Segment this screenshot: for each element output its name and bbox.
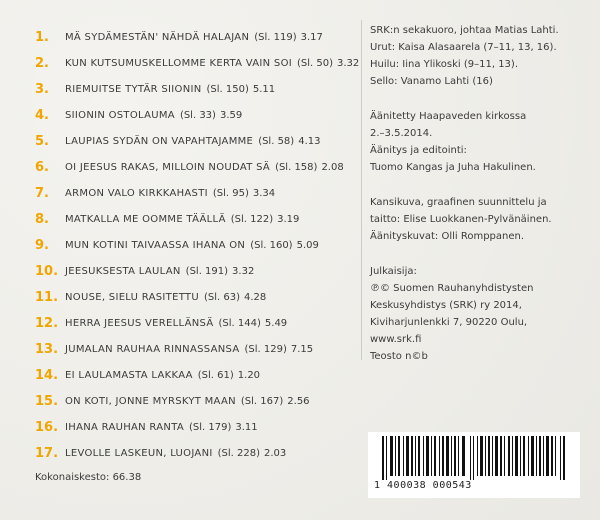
track-row	[35, 50, 365, 76]
track-songbook-ref: (Sl. 150)	[206, 83, 249, 95]
credit-line: Äänitetty Haapaveden kirkossa	[370, 111, 527, 122]
tracklist	[35, 24, 365, 466]
track-title: LAUPIAS SYDÄN ON VAPAHTAJAMME	[65, 135, 254, 147]
track-duration: 1.20	[237, 369, 261, 381]
track-songbook-ref: (Sl. 160)	[250, 239, 293, 251]
track-row	[35, 336, 365, 362]
track-duration: 3.11	[235, 421, 258, 433]
track-songbook-ref: (Sl. 179)	[188, 421, 232, 433]
track-number: 15.	[35, 393, 59, 409]
track-number: 2.	[35, 55, 49, 71]
track-row	[35, 24, 365, 50]
track-row	[35, 102, 365, 128]
credit-line: Sello: Vanamo Lahti (16)	[370, 76, 493, 87]
track-songbook-ref: (Sl. 119)	[254, 31, 297, 43]
track-number: 6.	[35, 159, 49, 175]
credit-line: Teosto n©b	[370, 351, 428, 362]
credit-line: Huilu: Iina Ylikoski (9–11, 13).	[370, 59, 518, 70]
track-number: 3.	[35, 81, 49, 97]
track-duration: 3.17	[300, 31, 323, 43]
track-row	[35, 362, 365, 388]
track-songbook-ref: (Sl. 33)	[179, 109, 216, 121]
track-songbook-ref: (Sl. 228)	[217, 447, 260, 459]
track-songbook-ref: (Sl. 129)	[244, 343, 287, 355]
track-number: 14.	[35, 367, 59, 383]
track-number: 17.	[35, 445, 59, 461]
track-number: 8.	[35, 211, 49, 227]
track-row	[35, 310, 365, 336]
track-row	[35, 258, 365, 284]
track-title: NOUSE, SIELU RASITETTU	[65, 291, 199, 303]
credit-line: Urut: Kaisa Alasaarela (7–11, 13, 16).	[370, 42, 557, 53]
track-title: SIIONIN OSTOLAUMA	[65, 109, 175, 121]
track-row	[35, 154, 365, 180]
track-duration: 3.59	[219, 109, 243, 121]
credit-line: SRK:n sekakuoro, johtaa Matias Lahti.	[370, 25, 559, 36]
track-title: KUN KUTSUMUSKELLOMME KERTA VAIN SOI	[65, 57, 292, 69]
track-number: 5.	[35, 133, 49, 149]
credits	[370, 22, 595, 383]
barcode-number: 1 400038 000543	[374, 480, 472, 491]
barcode	[368, 432, 580, 498]
credit-line: ℗© Suomen Rauhanyhdistysten	[370, 283, 534, 294]
barcode-bars	[382, 436, 566, 480]
track-songbook-ref: (Sl. 61)	[197, 369, 234, 381]
track-title: ARMON VALO KIRKKAHASTI	[65, 187, 208, 199]
track-title: IHANA RAUHAN RANTA	[65, 421, 184, 433]
credit-line: Tuomo Kangas ja Juha Hakulinen.	[370, 162, 536, 173]
credit-line: Kiviharjunlenkki 7, 90220 Oulu,	[370, 317, 528, 328]
track-duration: 4.13	[298, 135, 321, 147]
track-number: 13.	[35, 341, 59, 357]
track-title: MUN KOTINI TAIVAASSA IHANA ON	[65, 239, 246, 251]
total-duration: Kokonaiskesto: 66.38	[35, 472, 142, 483]
credit-line: taitto: Elise Luokkanen-Pylvänäinen.	[370, 214, 552, 225]
track-row	[35, 414, 365, 440]
track-songbook-ref: (Sl. 58)	[258, 135, 295, 147]
track-title: HERRA JEESUS VERELLÄNSÄ	[65, 317, 214, 329]
credit-line: Äänityskuvat: Olli Romppanen.	[370, 231, 525, 242]
track-title: MATKALLA ME OOMME TÄÄLLÄ	[65, 213, 226, 225]
track-number: 10.	[35, 263, 59, 279]
track-title: EI LAULAMASTA LAKKAA	[65, 369, 193, 381]
track-duration: 3.32	[337, 57, 360, 69]
track-number: 1.	[35, 29, 49, 45]
track-row	[35, 128, 365, 154]
track-title: JUMALAN RAUHAA RINNASSANSA	[65, 343, 240, 355]
track-duration: 3.32	[232, 265, 255, 277]
track-songbook-ref: (Sl. 95)	[212, 187, 249, 199]
credit-line: Julkaisija:	[370, 266, 417, 277]
track-number: 16.	[35, 419, 59, 435]
track-row	[35, 180, 365, 206]
column-divider	[361, 20, 362, 360]
track-songbook-ref: (Sl. 158)	[275, 161, 318, 173]
track-songbook-ref: (Sl. 50)	[297, 57, 334, 69]
credit-line: Keskusyhdistys (SRK) ry 2014,	[370, 300, 522, 311]
track-title: RIEMUITSE TYTÄR SIIONIN	[65, 83, 202, 95]
credits-performers	[370, 22, 595, 90]
credit-line: Kansikuva, graafinen suunnittelu ja	[370, 197, 547, 208]
credits-publisher	[370, 263, 595, 365]
track-duration: 3.34	[252, 187, 276, 199]
track-title: OI JEESUS RAKAS, MILLOIN NOUDAT SÄ	[65, 161, 271, 173]
track-duration: 2.56	[287, 395, 310, 407]
track-songbook-ref: (Sl. 63)	[203, 291, 240, 303]
track-duration: 5.11	[252, 83, 276, 95]
credit-line: Äänitys ja editointi:	[370, 145, 467, 156]
track-number: 11.	[35, 289, 59, 305]
track-duration: 7.15	[290, 343, 314, 355]
track-number: 7.	[35, 185, 49, 201]
track-number: 12.	[35, 315, 59, 331]
track-duration: 2.03	[263, 447, 287, 459]
track-row	[35, 440, 365, 466]
track-songbook-ref: (Sl. 167)	[240, 395, 284, 407]
track-row	[35, 206, 365, 232]
track-title: JEESUKSESTA LAULAN	[65, 265, 181, 277]
track-title: MÄ SYDÄMESTÄN' NÄHDÄ HALAJAN	[65, 31, 250, 43]
track-row	[35, 232, 365, 258]
track-title: ON KOTI, JONNE MYRSKYT MAAN	[65, 395, 236, 407]
track-row	[35, 76, 365, 102]
track-songbook-ref: (Sl. 122)	[230, 213, 274, 225]
track-row	[35, 284, 365, 310]
track-row	[35, 388, 365, 414]
credits-recording	[370, 108, 595, 176]
credit-line: www.srk.fi	[370, 334, 422, 345]
track-songbook-ref: (Sl. 144)	[218, 317, 261, 329]
track-title: LEVOLLE LASKEUN, LUOJANI	[65, 447, 213, 459]
track-number: 4.	[35, 107, 49, 123]
track-duration: 5.49	[264, 317, 288, 329]
track-number: 9.	[35, 237, 49, 253]
track-duration: 4.28	[243, 291, 267, 303]
credits-design	[370, 194, 595, 245]
track-songbook-ref: (Sl. 191)	[185, 265, 229, 277]
track-duration: 2.08	[321, 161, 344, 173]
track-duration: 5.09	[296, 239, 319, 251]
credit-line: 2.–3.5.2014.	[370, 128, 433, 139]
track-duration: 3.19	[277, 213, 300, 225]
